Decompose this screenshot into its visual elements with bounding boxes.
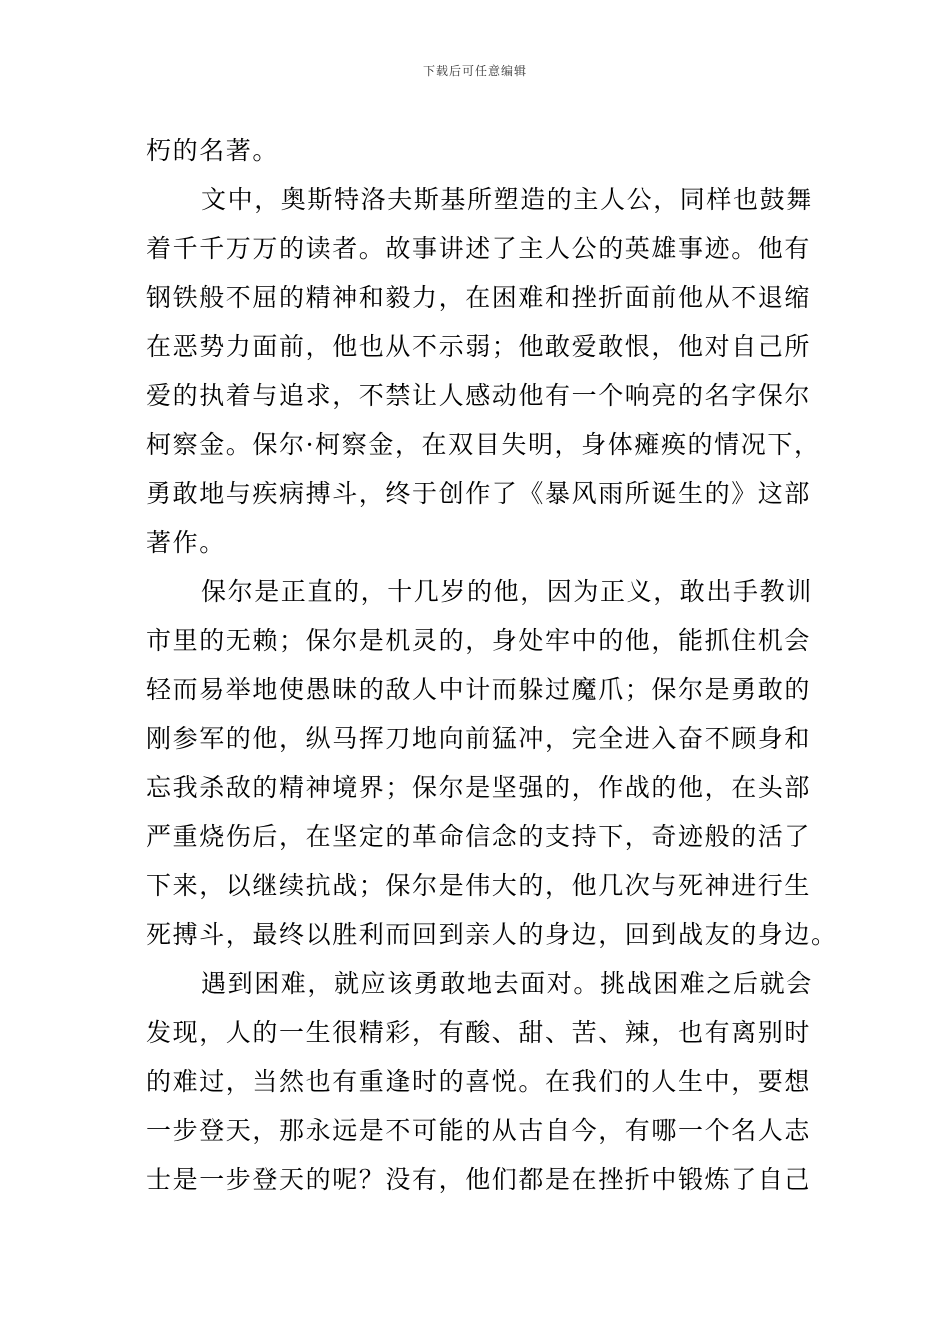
page-header: 下载后可任意编辑	[422, 64, 527, 78]
paragraph	[146, 175, 826, 567]
text-line: 在恶势力面前，他也从不示弱；他敢爱敢恨，他对自己所	[146, 332, 812, 361]
text-line: 遇到困难，就应该勇敢地去面对。挑战困难之后就会	[201, 969, 813, 998]
text-line: 死搏斗，最终以胜利而回到亲人的身边，回到战友的身边。	[146, 920, 838, 949]
text-line: 勇敢地与疾病搏斗，终于创作了《暴风雨所诞生的》这部	[146, 479, 812, 508]
text-line: 保尔是正直的，十几岁的他，因为正义，敢出手教训	[201, 577, 813, 606]
text-line: 市里的无赖；保尔是机灵的，身处牢中的他，能抓住机会	[146, 626, 812, 655]
paragraph	[146, 126, 826, 175]
text-line: 柯察金。保尔·柯察金，在双目失明，身体瘫痪的情况下，	[146, 430, 821, 459]
text-line: 刚参军的他，纵马挥刀地向前猛冲，完全进入奋不顾身和	[146, 724, 812, 753]
text-line: 严重烧伤后，在坚定的革命信念的支持下，奇迹般的活了	[146, 822, 812, 851]
paragraph	[146, 959, 826, 1204]
text-line: 爱的执着与追求，不禁让人感动他有一个响亮的名字保尔	[146, 381, 812, 410]
text-line: 钢铁般不屈的精神和毅力，在困难和挫折面前他从不退缩	[146, 283, 812, 312]
text-line: 朽的名著。	[146, 136, 280, 165]
text-line: 士是一步登天的呢？没有，他们都是在挫折中锻炼了自己	[146, 1165, 812, 1194]
text-line: 一步登天，那永远是不可能的从古自今，有哪一个名人志	[146, 1116, 812, 1145]
text-line: 文中，奥斯特洛夫斯基所塑造的主人公，同样也鼓舞	[201, 185, 813, 214]
text-line: 著作。	[146, 528, 226, 557]
paragraph	[146, 567, 838, 959]
text-line: 轻而易举地使愚昧的敌人中计而躲过魔爪；保尔是勇敢的	[146, 675, 812, 704]
text-line: 发现，人的一生很精彩，有酸、甜、苦、辣，也有离别时	[146, 1018, 812, 1047]
text-line: 忘我杀敌的精神境界；保尔是坚强的，作战的他，在头部	[146, 773, 812, 802]
text-line: 下来，以继续抗战；保尔是伟大的，他几次与死神进行生	[146, 871, 812, 900]
text-line: 的难过，当然也有重逢时的喜悦。在我们的人生中，要想	[146, 1067, 812, 1096]
text-line: 着千千万万的读者。故事讲述了主人公的英雄事迹。他有	[146, 234, 812, 263]
document-body	[146, 126, 838, 1204]
